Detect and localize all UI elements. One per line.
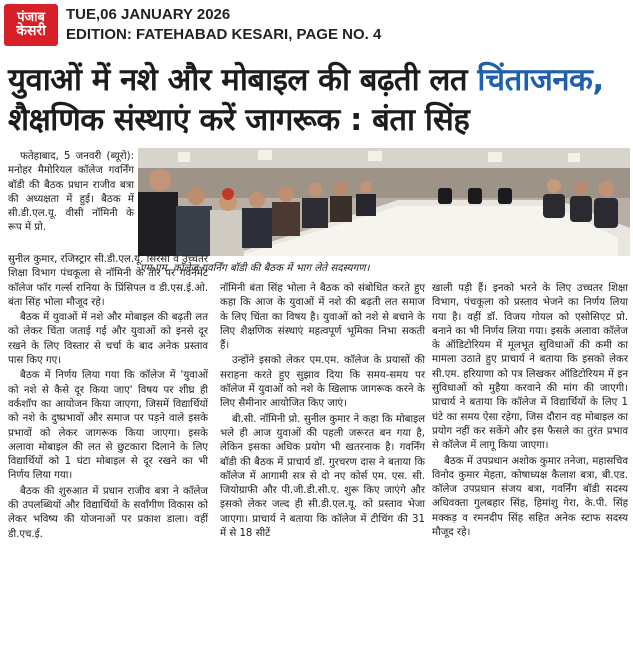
article-column-3: [432, 282, 628, 541]
headline-line-1: [8, 60, 628, 100]
issue-date: TUE,06 JANUARY 2026: [66, 6, 231, 23]
logo-line-1: पंजाब: [17, 9, 45, 25]
article-paragraph: बी.सी. नॉमिनी प्रो. सुनील कुमार ने कहा कि मोबाइल भले ही आज युवाओं की पहली जरूरत बन गया है, लेकिन इसका अधिक प्रयोग भी खतरनाक है। गवर्निंग बॉडी की बैठक में प्राचार्य डॉ. गुरचरण दास ने बताया कि कॉलेज में आगामी सत्र से दो नए कोर्स एम. एस. सी. जियोग्राफी और पी.जी.डी.सी.ए. शुरू किए जाएंगे और इसको लेकर जल्द ही सी.डी.एल.यू. को प्रस्ताव भेजा जाएगा। प्राचार्य ने बताया कि कॉलेज में टीचिंग की 31 में से 18 सीटें: [220, 413, 425, 540]
article-paragraph: सुनील कुमार, रजिस्ट्रार सी.डी.एल.यू. सिरसा व उच्चतर शिक्षा विभाग पंचकूला से नॉमिनी के तौर पर गवर्नमेंट कॉलेज फॉर गर्ल्स रानिया के प्रिंसिपल व डी.एस.ई.ओ. बंता सिंह भोला मौजूद रहे।: [8, 254, 208, 308]
article-column-1: [8, 253, 208, 543]
headline-line-2: शैक्षणिक संस्थाएं करें जागरूक : बंता सिंह: [8, 102, 470, 138]
photo-caption: एम.एम. कॉलेज गवर्निंग बॉडी की बैठक में भाग लेते सदस्यगण।: [140, 263, 370, 274]
logo-line-2: केसरी: [16, 23, 46, 40]
article-paragraph: उन्होंने इसको लेकर एम.एम. कॉलेज के प्रयासों की सराहना करते हुए सुझाव दिया कि समय-समय पर कॉलेज में युवाओं को नशे के खिलाफ जागरूक करने के लिए सैमीनार आयोजित किए जाएं।: [220, 355, 425, 410]
article-paragraph: बैठक में उपप्रधान अशोक कुमार तनेजा, महासचिव विनोद कुमार मेहता, कोषाध्यक्ष कैलाश बत्रा, बी.एड. कॉलेज उपप्रधान संजय बत्रा, गवर्निंग बॉडी सदस्य अधिवक्ता गुलबहार सिंह, हिमांशु गेरा, के.पी. सिंह मक्कड़ व रमनदीप सिंह सहित अनेक स्टाफ सदस्य मौजूद रहे।: [432, 455, 628, 539]
headline-accent: चिंताजनक,: [477, 62, 604, 98]
article-paragraph: नॉमिनी बंता सिंह भोला ने बैठक को संबोधित करते हुए कहा कि आज के युवाओं में नशे की बढ़ती लत समाज के लिए चिंता का विषय है। युवाओं को नशे से बचाने के लिए शैक्षणिक संस्थाएं महत्वपूर्ण भूमिका निभा सकती हैं।: [220, 283, 425, 352]
newspaper-logo: [4, 4, 58, 46]
article-paragraph: बैठक में निर्णय लिया गया कि कॉलेज में 'युवाओं को नशे से कैसे दूर किया जाए' विषय पर शीघ्र ही वर्कशॉप का आयोजन किया जाएगा, जिसमें विद्यार्थियों को नशे के दुष्प्रभावों और समाज पर पड़ने वाले इसके प्रभावों को लेकर जागरूक किया जाएगा। इसके अलावा मोबाइल की लत से छुटकारा दिलाने के लिए विद्यार्थियों को 1 घंटा मोबाइल से दूर रखने का भी निर्णय लिया गया।: [8, 370, 208, 482]
article-column-2: [220, 282, 425, 542]
headline: [8, 60, 628, 140]
edition-info: EDITION: FATEHABAD KESARI, PAGE NO. 4: [66, 26, 382, 43]
meeting-photo-illustration: [138, 148, 630, 256]
article-paragraph: बैठक में युवाओं में नशे और मोबाइल की बढ़ती लत को लेकर चिंता जताई गई और युवाओं को इनसे दूर रखने के लिए विस्तार से चर्चा के बाद अनेक प्रस्ताव पास किए गए।: [8, 312, 208, 367]
meeting-photo: [138, 148, 630, 256]
article-paragraph: बैठक की शुरुआत में प्रधान राजीव बत्रा ने कॉलेज की उपलब्धियों और विद्यार्थियों के सर्वांगीण विकास को लेकर भविष्य की योजनाओं पर प्रकाश डाला। वहीं डी.एच.ई.: [8, 485, 208, 540]
dateline-paragraph: फतेहाबाद, 5 जनवरी (ब्यूरो): मनोहर मैमोरियल कॉलेज गवर्निंग बॉडी की बैठक प्रधान राजीव बत्रा की अध्यक्षता में हुई। बैठक में सी.डी.एल.यू. वीसी नॉमिनी के रूप में प्रो.: [8, 151, 134, 234]
edition-meta: [66, 5, 381, 45]
article-column-1-top: [8, 150, 134, 237]
headline-line-1-text: युवाओं में नशे और मोबाइल की बढ़ती लत: [8, 62, 478, 98]
article-paragraph: खाली पड़ी हैं। इनको भरने के लिए उच्चतर शिक्षा विभाग, पंचकूला को प्रस्ताव भेजने का निर्णय लिया गया है। वहीं डॉ. विजय गोयल को एसोसिएट प्रो. बनाने का भी निर्णय लिया गया। इसके अलावा कॉलेज के ऑडिटोरियम में मूलभूत सुविधाओं की कमी का मामला उठाते हुए प्राचार्य ने बताया कि इसको लेकर सी.एम. हरियाणा को पत्र लिखकर ऑडिटोरियम में इन सुविधाओं को मुहैया करवाने की मांग की जाएगी। प्राचार्य ने बताया कि कॉलेज में विद्यार्थियों के लिए 1 घंटे का समय ऐसा रहेगा, जिस दौरान वह मोबाइल का प्रयोग नहीं कर सकेंगे और इस फैसले का तुरंत प्रभाव से कॉलेज में लागू किया जाएगा।: [432, 283, 628, 452]
masthead: [0, 0, 633, 50]
